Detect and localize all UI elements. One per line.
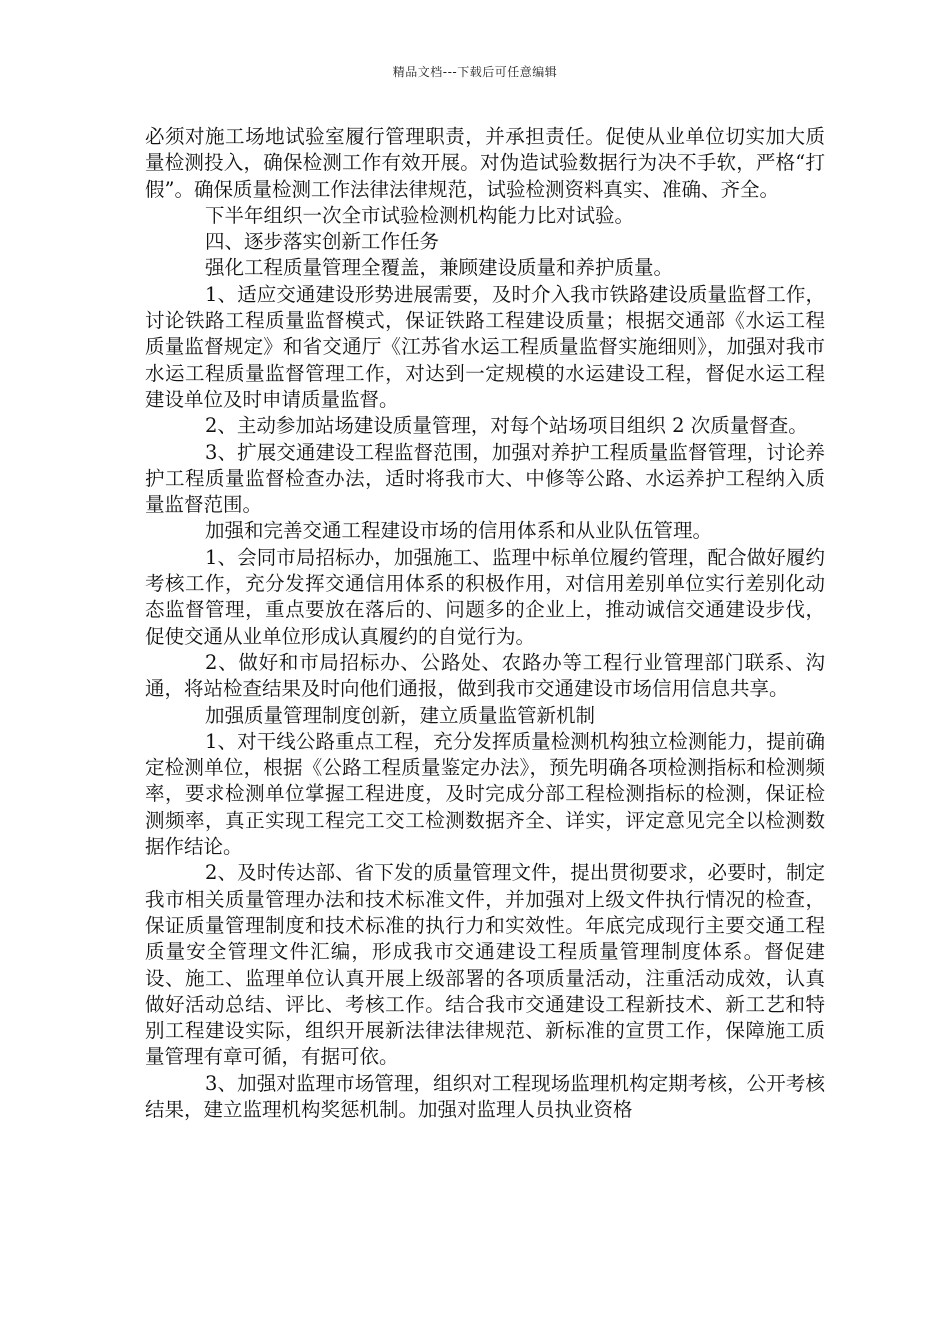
page-header: 精品文档---下载后可任意编辑 <box>392 65 558 79</box>
paragraph: 2、及时传达部、省下发的质量管理文件，提出贯彻要求，必要时，制定我市相关质量管理办法和技术标准文件，并加强对上级文件执行情况的检查，保证质量管理制度和技术标准的执行力和实效性。年底完成现行主要交通工程质量安全管理文件汇编，形成我市交通建设工程质量管理制度体系。督促建设、施工、监理单位认真开展上级部署的各项质量活动，注重活动成效，认真做好活动总结、评比、考核工作。结合我市交通建设工程新技术、新工艺和特别工程建设实际，组织开展新法律法律规范、新标准的宣贯工作，保障施工质量管理有章可循，有据可依。 <box>145 861 825 1069</box>
paragraph: 3、扩展交通建设工程监督范围，加强对养护工程质量监督管理，讨论养护工程质量监督检查办法，适时将我市大、中修等公路、水运养护工程纳入质量监督范围。 <box>145 440 825 517</box>
paragraph: 2、主动参加站场建设质量管理，对每个站场项目组织 2 次质量督查。 <box>205 414 808 438</box>
paragraph: 3、加强对监理市场管理，组织对工程现场监理机构定期考核，公开考核结果，建立监理机构奖惩机制。加强对监理人员执业资格 <box>145 1071 825 1121</box>
paragraph: 四、逐步落实创新工作任务 <box>205 230 440 254</box>
paragraph: 强化工程质量管理全覆盖，兼顾建设质量和养护质量。 <box>205 256 674 280</box>
paragraph: 下半年组织一次全市试验检测机构能力比对试验。 <box>205 203 635 227</box>
paragraph: 2、做好和市局招标办、公路处、农路办等工程行业管理部门联系、沟通，将站检查结果及时向他们通报，做到我市交通建设市场信用信息共享。 <box>145 650 825 701</box>
document-body <box>145 124 825 1123</box>
paragraph: 加强质量管理制度创新，建立质量监管新机制 <box>205 703 596 727</box>
paragraph: 加强和完善交通工程建设市场的信用体系和从业队伍管理。 <box>205 519 713 543</box>
paragraph: 必须对施工场地试验室履行管理职责，并承担责任。促使从业单位切实加大质量检测投入，确保检测工作有效开展。对伪造试验数据行为决不手软，严格“打假”。确保质量检测工作法律法律规范，试验检测资料真实、准确、齐全。 <box>145 125 825 201</box>
paragraph: 1、会同市局招标办，加强施工、监理中标单位履约管理，配合做好履约考核工作，充分发挥交通信用体系的积极作用，对信用差别单位实行差别化动态监督管理，重点要放在落后的、问题多的企业上，推动诚信交通建设步伐，促使交通从业单位形成认真履约的自觉行为。 <box>145 545 825 648</box>
paragraph: 1、对干线公路重点工程，充分发挥质量检测机构独立检测能力，提前确定检测单位，根据《公路工程质量鉴定办法》，预先明确各项检测指标和检测频率，要求检测单位掌握工程进度，及时完成分部工程检测指标的检测，保证检测频率，真正实现工程完工交工检测数据齐全、详实，评定意见完全以检测数据作结论。 <box>145 729 825 859</box>
paragraph: 1、适应交通建设形势进展需要，及时介入我市铁路建设质量监督工作，讨论铁路工程质量监督模式，保证铁路工程建设质量；根据交通部《水运工程质量监督规定》和省交通厅《江苏省水运工程质量监督实施细则》，加强对我市水运工程质量监督管理工作，对达到一定规模的水运建设工程，督促水运工程建设单位及时申请质量监督。 <box>145 282 825 411</box>
